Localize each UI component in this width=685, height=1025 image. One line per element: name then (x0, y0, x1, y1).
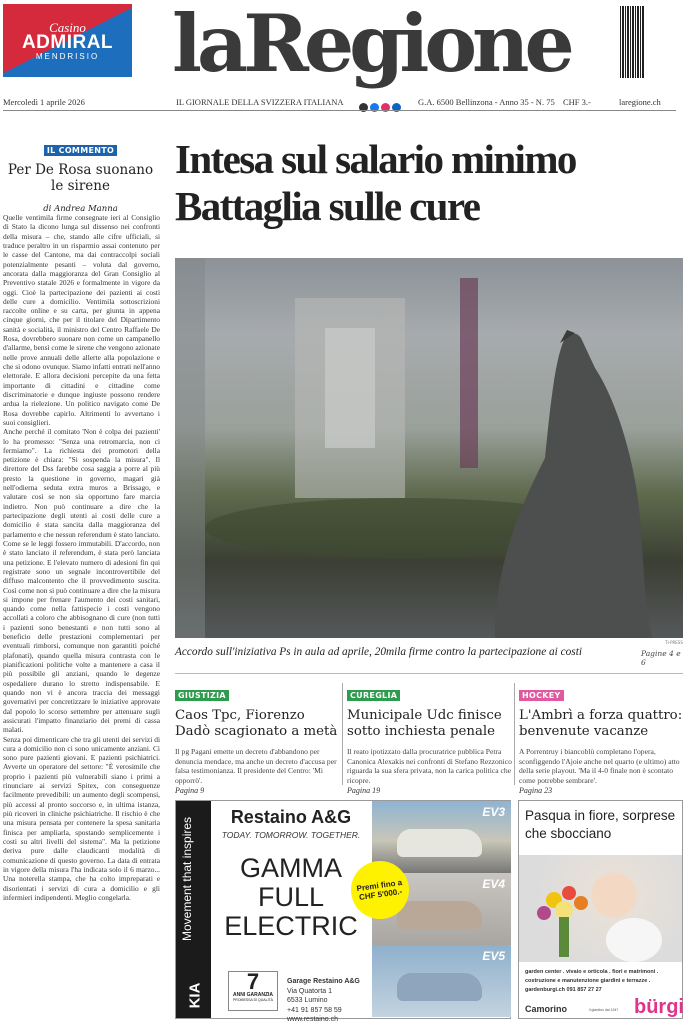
warranty-badge (228, 971, 278, 1011)
barcode (620, 6, 645, 78)
page-reference[interactable]: Pagina 9 (175, 785, 205, 795)
mendrisio-label: MENDRISIO (35, 52, 100, 61)
kia-restaino-ad[interactable] (175, 800, 511, 1023)
lead-photo[interactable] (175, 258, 683, 638)
flowers-photo (519, 855, 682, 962)
photo-scene (175, 258, 683, 638)
story-giustizia[interactable] (175, 683, 340, 796)
commentary-header (3, 138, 158, 214)
ad-headline: Pasqua in fiore, sorprese che sbocciano (525, 808, 676, 841)
page-reference[interactable]: Pagine 4 e 6 (641, 649, 681, 667)
headline-line: Intesa sul salario minimo (175, 136, 576, 182)
section-badge: HOCKEY (519, 690, 564, 701)
dealer-name: Restaino A&G (230, 807, 352, 827)
story-summary (175, 747, 340, 796)
issue-date: Mercoledì 1 aprile 2026 (3, 97, 85, 107)
story-summary (519, 747, 684, 796)
paragraph: Senza poi dimenticare che tra gli utenti dei servizi di cura a domicilio non ci sono unicamente anziani. Ci sono pure pazienti giovani. E pazienti psichiatrici. Avverte un operatore del settore: "È verosimile che proprio i pazienti più vulnerabili siano i primi a rinunciare ai servizi Spitex, con conseguenze facilmente prevedibili: un aumento degli scompensi, più accessi al pronto soccorso e, in ultima istanza, più ricoveri in cliniche psichiatriche. Il rischio è che una misura pensata per contenere la spesa sanitaria finisca per ampliarla, spostando semplicemente i costi su altri livelli del sistema". Ma la petizione deriva pure dalle claudicanti modalità di comunicazione di questo governo. La data di entrata in vigore della misura l'ha indicata solo il 6 marzo... Una noterella stampa, che ha colto impreparati e disorientati i servizi di cura a domicilio e gli infermieri indipendenti. Meglio congelarla. (3, 734, 160, 902)
model-label: EV3 (482, 805, 505, 819)
photo-credit: TI-PRESS (665, 640, 683, 645)
car-ev3 (372, 801, 511, 873)
price: CHF 3.- (563, 97, 591, 107)
casino-admiral-ad[interactable] (3, 4, 132, 77)
address: Via Quatorta 1 (287, 987, 333, 995)
story-title[interactable]: Caos Tpc, Fiorenzo Dadò scagionato a metà (175, 708, 338, 739)
garage-name: Garage Restaino A&G (287, 978, 360, 985)
tagline: IL GIORNALE DELLA SVIZZERA ITALIANA (176, 97, 344, 107)
slogan-side: Movement that inspires (180, 816, 194, 941)
section-badge: IL COMMENTO (44, 145, 117, 156)
website-link[interactable]: laregione.ch (619, 97, 661, 107)
model-label: EV5 (482, 949, 505, 963)
services (525, 968, 658, 995)
section-badge: GIUSTIZIA (175, 690, 229, 701)
paragraph: Quelle ventimila firme consegnate ieri al Consiglio di Stato la dicono lunga sul dissenso nei confronti della misura – che, stando alle cifre ufficiali, si traduce peraltro in un risparmio assai contenuto per le casse del Cantone, ma dai contraccolpi sociali potenzialmente pesanti – voluta dal governo, ancorata dalla maggioranza del Gran Consiglio al Preventivo statale 2026 e formalmente in vigore da oggi. Cioè la partecipazione dei pazienti ai costi delle cure a domicilio. Ventimila sottoscrizioni raccolte online e su carta, per giunta in appena cinque giorni, che per il titolare del Dipartimento sanità e socialità, il ministro del Centro Raffaele De Rosa, dovrebbero suonare non come un campanello d'allarme, bensì come le sirene che vengono azionate nelle prove annuali delle allerte alla popolazione e che si odono ovunque. Siamo infatti entrati nell'anno elettorale. E allora decisioni percepite da una fetta importante di cittadini e cittadine come discriminatorie e dunque ingiuste possono rendere ardua la rielezione. Un politico navigato come De Rosa dovrebbe capirlo. Altrimenti lo avvertano i suoi consiglieri. (3, 213, 160, 427)
story-title[interactable]: Municipale Udc finisce sotto inchiesta penale (347, 708, 502, 739)
headline-line: ELECTRIC (224, 911, 358, 941)
summary-text: A Porrentruy i biancoblù completano l'opera, sconfiggendo l'Ajoie anche nel quarto (e ultimo) atto della serie playout. 'Ma il 4-0 finale non è scontato come potrebbe sembrare'. (519, 747, 680, 786)
phone: +41 91 857 58 59 (287, 1006, 342, 1014)
masthead-logo[interactable]: laRegione (172, 0, 570, 90)
services-line: costruzione e manutenzione giardini e terrazze . (525, 978, 651, 984)
commentary-title[interactable]: Per De Rosa suonano le sirene (7, 162, 154, 194)
page-reference[interactable]: Pagina 19 (347, 785, 381, 795)
headline-line: Battaglia sulle cure (175, 183, 480, 229)
lead-headline[interactable] (175, 136, 576, 230)
promo-badge: Premi fino a CHF 5'000.- (347, 857, 413, 923)
summary-text: Il reato ipotizzato dalla procuratrice pubblica Petra Canonica Alexakis nei confronti di Stefano Rezzonico riguarda la sua sfera privata, non la carica politica che ricopre. (347, 747, 512, 786)
casino-label: Casino (49, 20, 86, 35)
story-summary (347, 747, 512, 796)
story-title[interactable]: L'Ambrì a forza quattro: benvenute vacanze (519, 708, 683, 739)
story-hockey[interactable] (519, 683, 684, 796)
services-line: garden center . vivaio e orticola . fiori e matrimoni . (525, 969, 659, 975)
page-reference[interactable]: Pagina 23 (519, 785, 553, 795)
ad-tagline: TODAY. TOMORROW. TOGETHER. (221, 830, 361, 840)
contact[interactable]: gardenburgi.ch 091 857 27 27 (525, 987, 602, 993)
model-label: EV4 (482, 877, 505, 891)
story-cureglia[interactable] (347, 683, 512, 796)
column-divider (342, 683, 343, 785)
admiral-label: ADMIRAL (21, 32, 114, 53)
edition-info: G.A. 6500 Bellinzona - Anno 35 - N. 75 (418, 97, 555, 107)
since: il giardino dal 1947 (589, 1008, 619, 1012)
warranty-number: 7 (246, 969, 260, 994)
header-rule (3, 110, 676, 111)
section-badge: CUREGLIA (347, 690, 400, 701)
ad-sidebar (176, 801, 211, 1018)
warranty-sub: PROMESSA DI QUALITÀ (232, 998, 274, 1002)
location: Camorino (525, 1004, 568, 1014)
headline-line: GAMMA (239, 853, 342, 883)
warranty-label: ANNI GARANZIA (233, 992, 273, 998)
ad-headline (211, 854, 371, 941)
byline: di Andrea Manna (43, 204, 118, 214)
section-rule (175, 673, 683, 674)
paragraph: Anche perché il comitato 'Non è colpa dei pazienti' lo ha promesso: "Senza una retromarcia, non ci fermiamo". La richiesta dei promotori della petizione è chiara: "Si sospenda la misura". Il direttore del Dss farebbe cosa saggia a porre al più presto la questione in governo, magari già nell'odierna seduta extra muros a Brissago, e valutare così se non sia opportuno fare marcia indietro. Non può continuare a dire che la partecipazione degli utenti ai costi delle cure a domicilio è stata sancita dalla maggioranza del parlamento e che nessun referendum è stato lanciato. Come se le leggi fossero immutabili. D'accordo, non è stato lanciato il referendum, è stata però lanciata una petizione. E l'elevato numero di adesioni fin qui registrate sono un segnale incontrovertibile del diffuso malcontento che il provvedimento suscita. Così come non si può continuare a dire che la misura si impone per frenare l'aumento dei costi sanitari, quando come nella fattispecie i costi vengono accollati a coloro che abbisognano di cure (non tutti i pazienti sono benestanti e non tutti sono al beneficio delle prestazioni complementari per eventuali rimborsi, comunque non garantiti poiché plafonati), quando quella misura contrasta con le pianificazioni politiche volte a mantenere a casa il più possibile gli anziani, quando le degenze ospedaliere durano lo stretto indispensabile. E quando non vi è ancora traccia dei messaggi governativi per concretizzare le iniziative approvate dal popolo lo scorso settembre per attenuare sugli assicurati l'impatto finanziario dei premi di cassa malati. (3, 427, 160, 735)
commentary-body (3, 213, 160, 902)
dealer-contact (287, 977, 360, 1025)
car-ev5 (372, 945, 511, 1017)
website[interactable]: www.restaino.ch (287, 1016, 338, 1023)
headline-line: FULL (257, 882, 325, 912)
column-divider (514, 683, 515, 785)
city: 6533 Lumino (287, 997, 328, 1004)
burgi-ad[interactable] (518, 800, 683, 1019)
kia-logo: KIA (186, 982, 204, 1009)
summary-text: Il pg Pagani emette un decreto d'abbandono per denuncia mendace, ma anche un decreto d'accusa per falsa testimonianza. Il presidente del Centro: 'Mi opporrò'. (175, 747, 337, 786)
burgi-logo: bürgi (634, 996, 684, 1018)
photo-caption: Accordo sull'iniziativa Ps in aula ad aprile, 20mila firme contro la partecipazione ai costi (175, 646, 582, 658)
